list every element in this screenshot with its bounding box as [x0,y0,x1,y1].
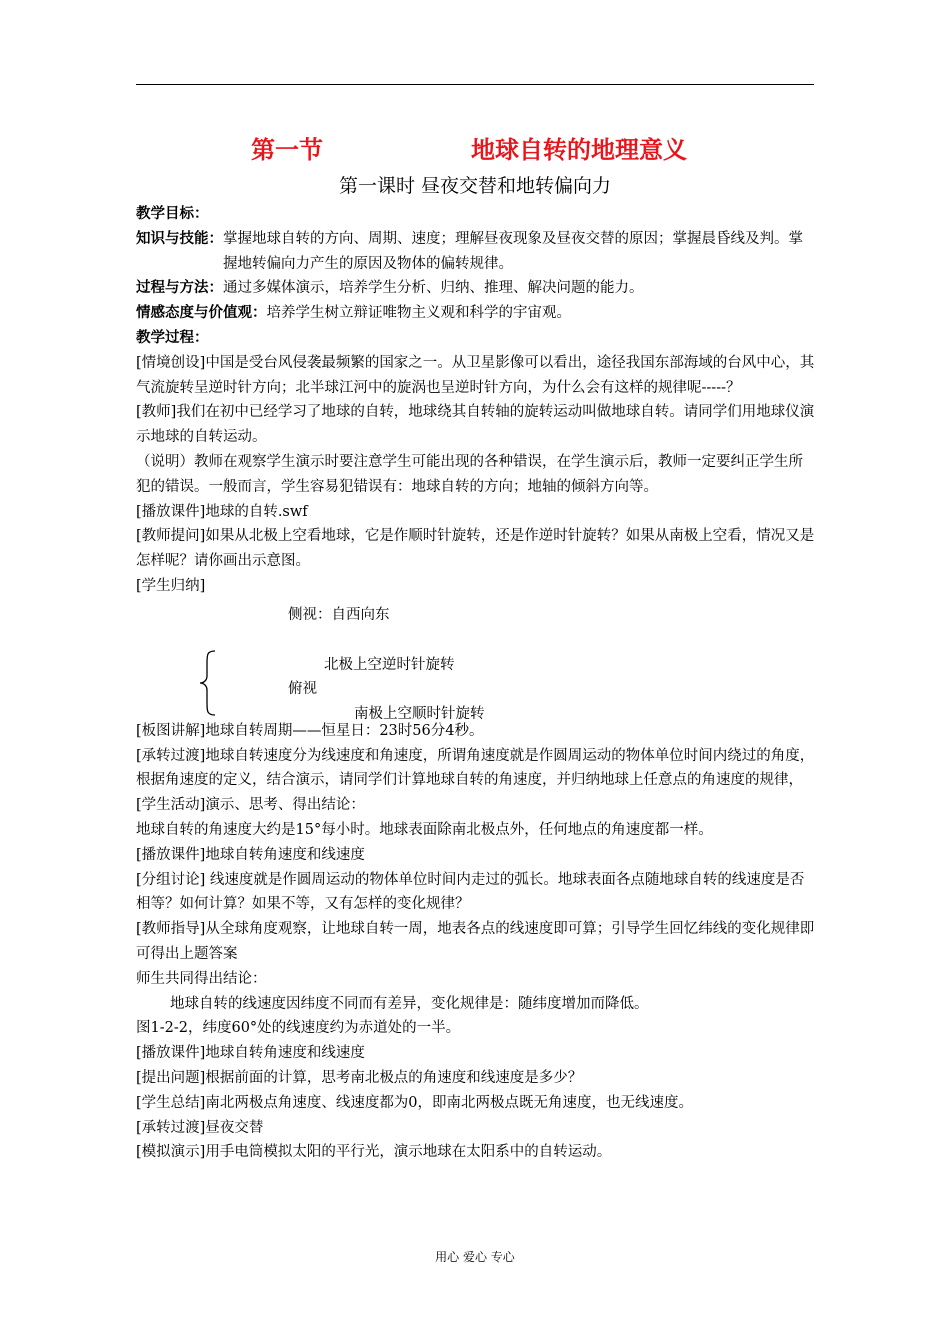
header-rule [136,84,814,85]
paragraph: [承转过渡]昼夜交替 [136,1119,264,1136]
objective-process-label: 过程与方法： [136,280,223,297]
objectives-heading: 教学目标： [136,206,209,222]
paragraph: [播放课件]地球自转角速度和线速度 [136,846,365,863]
paragraph: [播放课件]地球自转角速度和线速度 [136,1045,365,1062]
paragraph: [教师指导]从全球角度观察，让地球自转一周，地表各点的线速度即可算；引导学生回忆纬线的变化规律即可得出上题答案 [136,921,815,962]
top-view-text: 俯视 [288,680,317,697]
paragraph: [播放课件]地球的自转.swf [136,503,308,520]
paragraph: [学生总结]南北两极点角速度、线速度都为0，即南北两极点既无角速度，也无线速度。 [136,1094,694,1111]
objective-knowledge-label: 知识与技能： [136,230,223,247]
lesson-subtitle: 第一课时 昼夜交替和地转偏向力 [338,175,612,197]
objective-emotion [136,301,816,326]
paragraph: 师生共同得出结论： [136,970,267,987]
paragraph: 图1-2-2，纬度60°处的线速度约为赤道处的一半。 [136,1020,461,1037]
conclusion: 地球自转的线速度因纬度不同而有差异，变化规律是：随纬度增加而降低。 [170,995,649,1012]
rotation-diagram [136,599,816,722]
page-title [0,134,950,166]
south-pole-text: 南极上空顺时针旋转 [354,705,485,722]
paragraph: [情境创设]中国是受台风侵袭最频繁的国家之一。从卫星影像可以看出，途径我国东部海域的台风中心，其气流旋转呈逆时针方向；北半球江河中的旋涡也呈逆时针方向，为什么会有这样的规律呢-----？ [136,354,815,396]
objective-emotion-text: 培养学生树立辩证唯物主义观和科学的宇宙观。 [266,305,571,322]
objective-emotion-label: 情感态度与价值观： [136,305,267,322]
objective-process-text: 通过多媒体演示，培养学生分析、归纳、推理、解决问题的能力。 [223,280,644,297]
paragraph: [教师]我们在初中已经学习了地球的自转，地球绕其自转轴的旋转运动叫做地球自转。请同学们用地球仪演示地球的自转运动。 [136,404,815,446]
paragraph: [分组讨论] 线速度就是作圆周运动的物体单位时间内走过的弧长。地球表面各点随地球自转的线速度是否相等？如何计算？如果不等，又有怎样的变化规律？ [136,871,805,913]
document-body [136,202,816,1165]
curly-brace-icon [198,649,218,717]
paragraph: [学生活动]演示、思考、得出结论： [136,797,365,814]
page-footer: 用心 爱心 专心 [435,1250,515,1264]
paragraph: [提出问题]根据前面的计算，思考南北极点的角速度和线速度是多少？ [136,1069,583,1086]
process-heading: 教学过程： [136,329,209,346]
objective-process [136,276,816,301]
objective-knowledge-text: 掌握地球自转的方向、周期、速度；理解昼夜现象及昼夜交替的原因；掌握晨昏线及判。掌握地转偏向力产生的原因及物体的偏转规律。 [223,230,803,272]
paragraph: [学生归纳] [136,577,206,594]
paragraph: [模拟演示]用手电筒模拟太阳的平行光，演示地球在太阳系中的自转运动。 [136,1144,612,1161]
side-view-text: 侧视：自西向东 [288,606,390,623]
section-label: 第一节 [251,136,323,164]
paragraph: 地球自转的角速度大约是15°每小时。地球表面除南北极点外，任何地点的角速度都一样。 [136,821,713,838]
objective-knowledge [136,227,816,277]
north-pole-text: 北极上空逆时针旋转 [324,656,455,673]
paragraph: [教师提问]如果从北极上空看地球，它是作顺时针旋转，还是作逆时针旋转？如果从南极上空看，情况又是怎样呢？请你画出示意图。 [136,528,815,570]
paragraph: [板图讲解]地球自转周期——恒星日：23时56分4秒。 [136,722,484,739]
section-title: 地球自转的地理意义 [471,136,687,164]
paragraph: [承转过渡]地球自转速度分为线速度和角速度，所谓角速度就是作圆周运动的物体单位时间内绕过的角度，根据角速度的定义，结合演示，请同学们计算地球自转的角速度，并归纳地球上任意点的角速度的规律， [136,747,815,789]
paragraph: （说明）教师在观察学生演示时要注意学生可能出现的各种错误，在学生演示后，教师一定要纠正学生所犯的错误。一般而言，学生容易犯错误有：地球自转的方向；地轴的倾斜方向等。 [136,453,803,495]
